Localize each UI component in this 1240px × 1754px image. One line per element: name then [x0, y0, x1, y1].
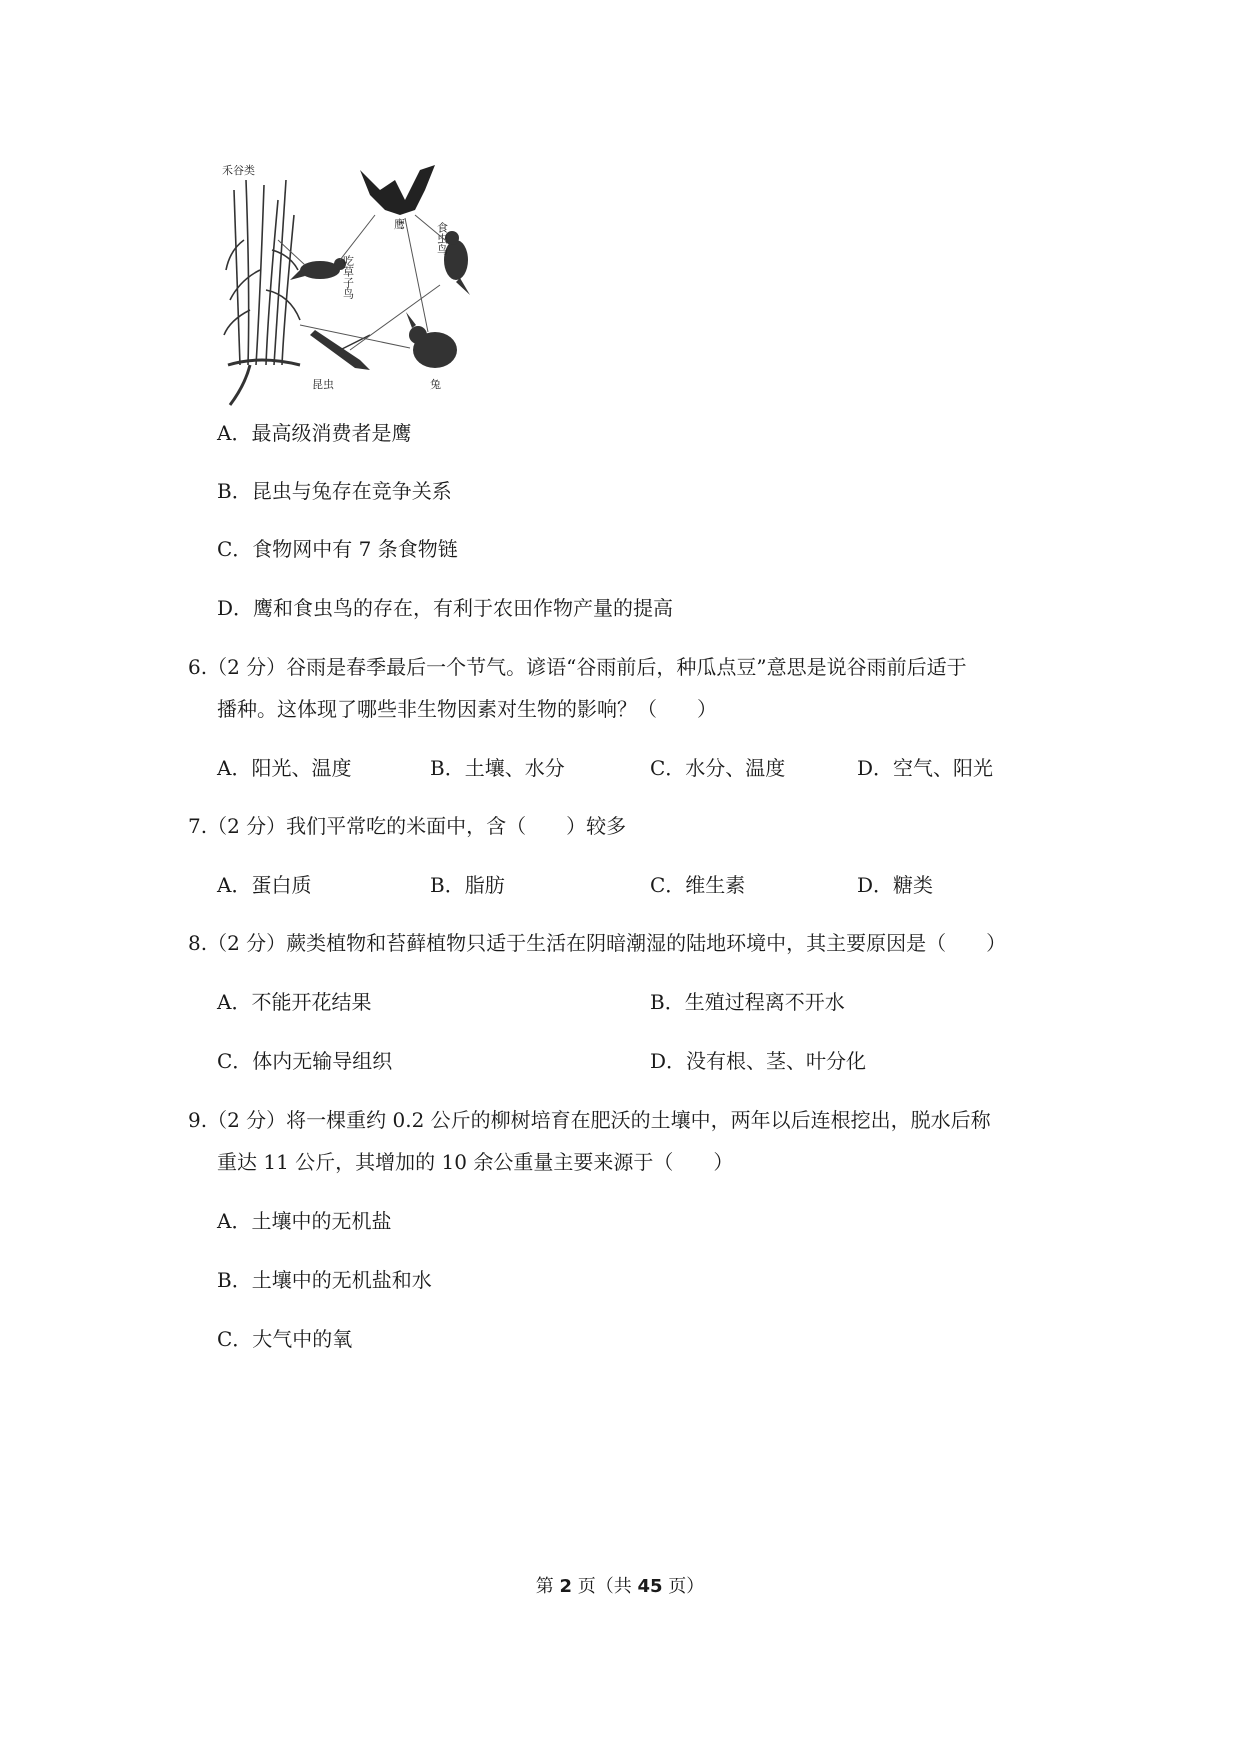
q9-option-b[interactable]: B．土壤中的无机盐和水 [217, 1268, 432, 1292]
page-footer [0, 1573, 1240, 1601]
label-eagle: 鹰 [394, 218, 405, 231]
q8-option-a[interactable]: A．不能开花结果 [217, 990, 372, 1014]
footer-middle: 页（共 [572, 1576, 638, 1597]
label-grain: 禾谷类 [222, 164, 255, 177]
q8-option-c[interactable]: C．体内无输导组织 [217, 1049, 393, 1073]
q6-option-c[interactable]: C．水分、温度 [650, 756, 786, 780]
q7-option-c[interactable]: C．维生素 [650, 873, 746, 897]
q6-option-a[interactable]: A．阳光、温度 [217, 756, 352, 780]
label-rabbit: 兔 [430, 378, 441, 391]
q5-option-c[interactable]: C．食物网中有 7 条食物链 [217, 537, 458, 561]
q8-option-b[interactable]: B．生殖过程离不开水 [650, 990, 845, 1014]
footer-total-pages: 45 [637, 1576, 663, 1597]
q5-option-b[interactable]: B．昆虫与兔存在竞争关系 [217, 479, 452, 503]
q9-stem-line1: 9.（2 分）将一棵重约 0.2 公斤的柳树培育在肥沃的土壤中，两年以后连根挖出，脱水后称 [188, 1108, 991, 1132]
q7-option-a[interactable]: A．蛋白质 [217, 873, 312, 897]
q7-option-d[interactable]: D．糖类 [857, 873, 934, 897]
label-seed-bird: 吃草子鸟 [341, 255, 355, 299]
footer-suffix: 页） [662, 1576, 705, 1597]
q9-option-c[interactable]: C．大气中的氧 [217, 1327, 353, 1351]
q6-option-b[interactable]: B．土壤、水分 [430, 756, 565, 780]
q8-option-d[interactable]: D．没有根、茎、叶分化 [650, 1049, 867, 1073]
q9-option-a[interactable]: A．土壤中的无机盐 [217, 1209, 392, 1233]
seed-bird-illustration [290, 258, 346, 280]
q9-stem-line2: 重达 11 公斤，其增加的 10 余公重量主要来源于（ ） [217, 1150, 734, 1174]
q7-stem-line1: 7.（2 分）我们平常吃的米面中，含（ ）较多 [188, 814, 627, 838]
q7-option-b[interactable]: B．脂肪 [430, 873, 505, 897]
q5-option-d[interactable]: D．鹰和食虫鸟的存在，有利于农田作物产量的提高 [217, 596, 674, 620]
grain-plant-illustration [224, 180, 300, 405]
q6-stem-line2: 播种。这体现了哪些非生物因素对生物的影响？（ ） [217, 697, 717, 721]
footer-page-number: 2 [559, 1576, 572, 1597]
rabbit-illustration [406, 312, 457, 368]
eagle-illustration [360, 165, 435, 215]
footer-prefix: 第 [535, 1576, 560, 1597]
label-insect-bird: 食虫鸟 [435, 222, 449, 255]
q5-option-a[interactable]: A．最高级消费者是鹰 [217, 421, 412, 445]
q8-stem-line1: 8.（2 分）蕨类植物和苔藓植物只适于生活在阴暗潮湿的陆地环境中，其主要原因是（ ） [188, 931, 1007, 955]
insect-illustration [310, 330, 370, 370]
q6-stem-line1: 6.（2 分）谷雨是春季最后一个节气。谚语“谷雨前后，种瓜点豆”意思是说谷雨前后适于 [188, 655, 967, 679]
food-web-diagram [220, 160, 540, 440]
label-insect: 昆虫 [312, 378, 334, 391]
food-web-figure [220, 160, 540, 440]
q6-option-d[interactable]: D．空气、阳光 [857, 756, 994, 780]
